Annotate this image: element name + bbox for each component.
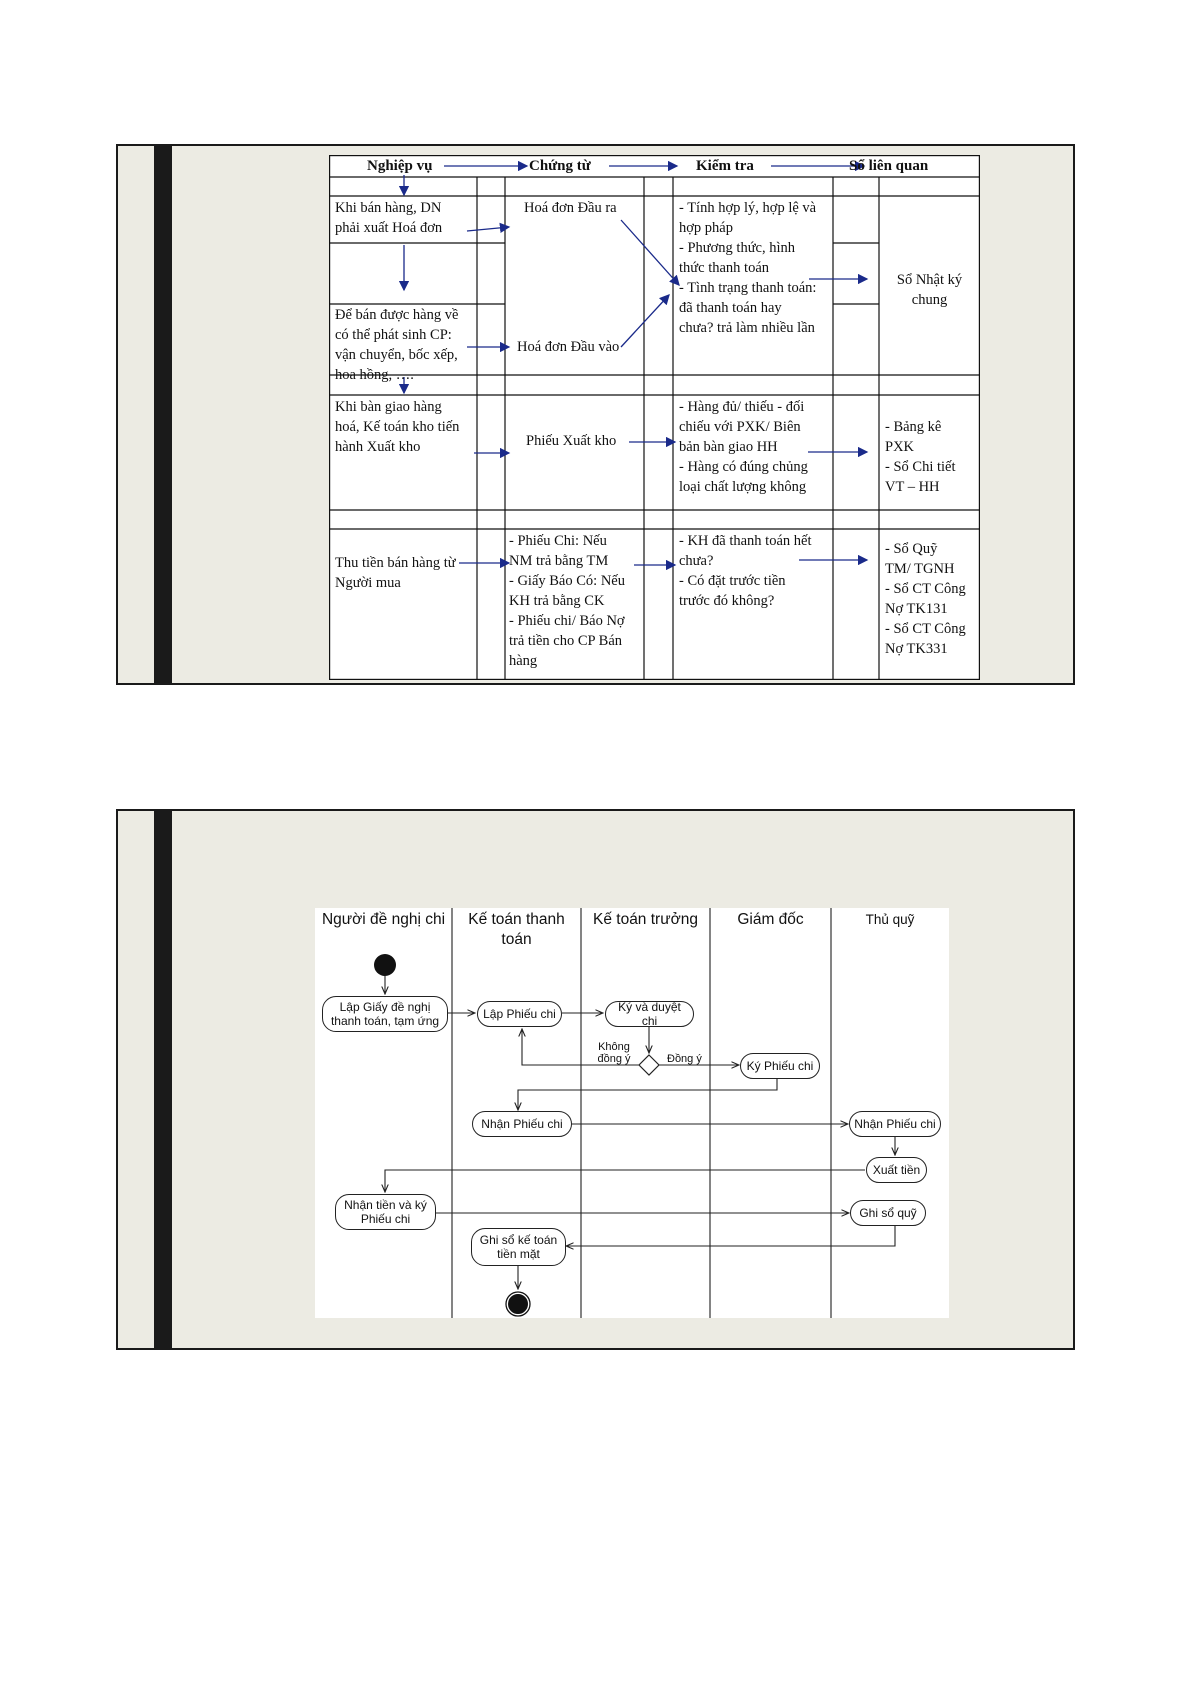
lane-thu-quy: Thủ quỹ: [865, 912, 915, 927]
lane-ke-toan-truong: Kế toán trưởng: [593, 911, 698, 928]
node-nhan-phieu-chi-thu-quy: Nhận Phiếu chi: [849, 1111, 941, 1137]
node-nhan-tien-va-ky: Nhận tiền và ký Phiếu chi: [335, 1194, 436, 1230]
row2-nghiep-vu: Khi bàn giao hàng hoá, Kế toán kho tiến hành Xuất kho: [335, 399, 460, 455]
lane-nguoi-de-nghi-chi: Người đề nghị chi: [321, 911, 446, 928]
decision-diamond: [639, 1055, 659, 1075]
sales-process-table: [329, 155, 980, 680]
header-chung-tu: Chứng từ: [529, 158, 591, 174]
slide-accent-bar: [154, 811, 172, 1348]
payment-activity-diagram: [315, 908, 949, 1318]
slide-accent-bar: [154, 146, 172, 683]
node-lap-giay-de-nghi: Lập Giấy đề nghị thanh toán, tạm ứng: [322, 996, 448, 1032]
node-lap-phieu-chi: Lập Phiếu chi: [477, 1001, 562, 1027]
header-kiem-tra: Kiểm tra: [696, 158, 754, 174]
row1-nghiep-vu-b: Để bán được hàng về có thể phát sinh CP: vận chuyển, bốc xếp, hoa hồng, ….: [335, 307, 459, 383]
row1-chung-tu-b: Hoá đơn Đầu vào: [517, 339, 620, 355]
row2-chung-tu: Phiếu Xuất kho: [526, 433, 617, 449]
node-ghi-so-quy: Ghi sổ quỹ: [850, 1200, 926, 1226]
row1-chung-tu-a: Hoá đơn Đầu ra: [524, 200, 617, 216]
row3-so-lien-quan: - Sổ Quỹ TM/ TGNH - Sổ CT Công Nợ TK131 - Sổ CT Công Nợ TK331: [885, 541, 966, 657]
node-ky-phieu-chi: Ký Phiếu chi: [740, 1053, 820, 1079]
header-so-lien-quan: Sổ liên quan: [849, 158, 929, 174]
row3-chung-tu: - Phiếu Chi: Nếu NM trả bằng TM - Giấy Báo Có: Nếu KH trả bằng CK - Phiếu chi/ Báo Nợ trả tiền cho CP Bán hàng: [509, 533, 625, 669]
slide-2: [116, 809, 1075, 1350]
row2-kiem-tra: - Hàng đủ/ thiếu - đối chiếu với PXK/ Biên bản bàn giao HH - Hàng có đúng chủng loại chất lượng không: [679, 399, 808, 495]
row3-nghiep-vu: Thu tiền bán hàng từ Người mua: [335, 555, 456, 591]
slide-1: [116, 144, 1075, 685]
decision-label-khong-dong-y: Không đồng ý: [597, 1041, 631, 1065]
start-node: [374, 954, 396, 976]
node-xuat-tien: Xuất tiền: [866, 1157, 927, 1183]
lane-giam-doc: Giám đốc: [737, 911, 804, 928]
row3-kiem-tra: - KH đã thanh toán hết chưa? - Có đặt trước tiền trước đó không?: [679, 533, 812, 609]
node-ky-va-duyet-chi: Ký và duyệt chi: [605, 1001, 694, 1027]
lane-ke-toan-thanh-toan: Kế toán thanh toán: [468, 911, 565, 948]
row1-kiem-tra: - Tính hợp lý, hợp lệ và hợp pháp - Phương thức, hình thức thanh toán - Tình trạng thanh toán: đã thanh toán hay chưa? trả làm nhiều lần: [679, 200, 817, 336]
node-nhan-phieu-chi-ke-toan: Nhận Phiếu chi: [472, 1111, 572, 1137]
node-ghi-so-ke-toan-tien-mat: Ghi sổ kế toán tiền mặt: [471, 1228, 566, 1266]
row1-so-lien-quan: Sổ Nhật ký chung: [896, 272, 963, 308]
row2-so-lien-quan: - Bảng kê PXK - Sổ Chi tiết VT – HH: [885, 419, 956, 495]
decision-label-dong-y: Đồng ý: [667, 1053, 702, 1065]
header-nghiep-vu: Nghiệp vụ: [367, 158, 433, 174]
row1-nghiep-vu-a: Khi bán hàng, DN phải xuất Hoá đơn: [335, 200, 443, 236]
